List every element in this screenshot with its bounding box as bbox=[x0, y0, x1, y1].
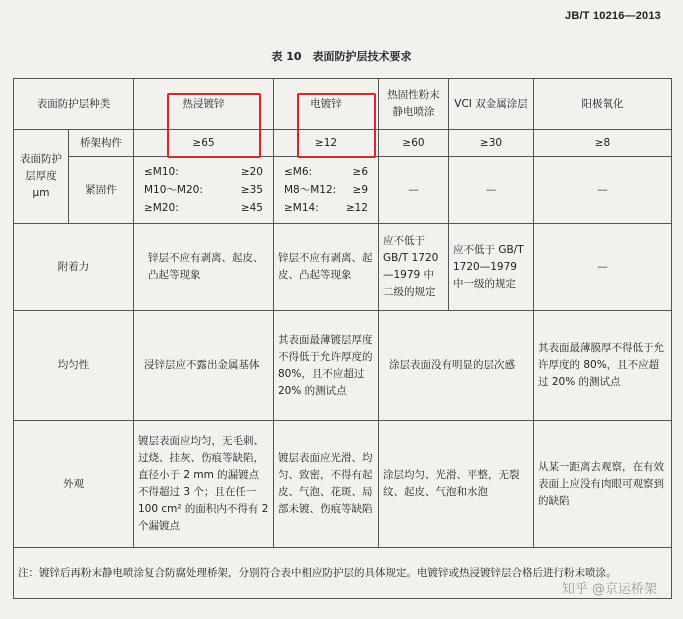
header-electro: 电镀锌 bbox=[274, 79, 379, 130]
fastener-value: ≥6 bbox=[352, 166, 368, 178]
adhesion-label: 附着力 bbox=[14, 224, 134, 311]
fastener-value: ≥45 bbox=[240, 202, 263, 214]
fastener-value: ≥20 bbox=[240, 166, 263, 178]
fastener-size: ≤M6: bbox=[284, 166, 313, 178]
fastener-size: ≥M20: bbox=[144, 202, 179, 214]
fastener-label: 紧固件 bbox=[69, 157, 134, 224]
fastener-value: ≥35 bbox=[240, 184, 263, 196]
header-vci: VCI 双金属涂层 bbox=[449, 79, 534, 130]
appearance-label: 外观 bbox=[14, 421, 134, 548]
thickness-group-label: 表面防护层厚度 μm bbox=[14, 130, 69, 224]
adhesion-powder: 应不低于 GB/T 1720—1979 中二级的规定 bbox=[379, 224, 449, 311]
table-row bbox=[14, 224, 672, 311]
table-row bbox=[14, 130, 672, 157]
header-type-label: 表面防护层种类 bbox=[14, 79, 134, 130]
bridge-vci: ≥30 bbox=[449, 130, 534, 157]
header-hot-dip: 热浸镀锌 bbox=[134, 79, 274, 130]
header-powder: 热固性粉末静电喷涂 bbox=[379, 79, 449, 130]
fastener-size: ≤M10: bbox=[144, 166, 179, 178]
fastener-value: ≥9 bbox=[352, 184, 368, 196]
adhesion-hot-dip: 锌层不应有剥离、起皮、凸起等现象 bbox=[134, 224, 274, 311]
fastener-powder: — bbox=[379, 157, 449, 224]
uniformity-hot-dip: 浸锌层应不露出金属基体 bbox=[134, 311, 274, 421]
spec-table bbox=[13, 78, 672, 599]
appearance-electro: 镀层表面应光滑、均匀、致密，不得有起皮、气泡、花斑、局部未镀、伤痕等缺陷 bbox=[274, 421, 379, 548]
appearance-powder-vci: 涂层均匀、光滑、平整，无裂纹、起皮、气泡和水泡 bbox=[379, 421, 534, 548]
fastener-anodic: — bbox=[534, 157, 672, 224]
adhesion-electro: 锌层不应有剥离、起皮、凸起等现象 bbox=[274, 224, 379, 311]
bridge-electro: ≥12 bbox=[274, 130, 379, 157]
watermark: 知乎 @京运桥架 bbox=[561, 582, 657, 597]
table-row bbox=[14, 311, 672, 421]
table-row bbox=[14, 421, 672, 548]
table-row bbox=[14, 157, 672, 224]
uniformity-label: 均匀性 bbox=[14, 311, 134, 421]
standard-code: JB/T 10216—2013 bbox=[565, 10, 661, 22]
table-note: 注：镀锌后再粉末静电喷涂复合防腐处理桥架，分别符合表中相应防护层的具体规定。电镀锌或热浸镀锌层合格后进行粉末喷涂。 bbox=[14, 548, 672, 599]
uniformity-electro: 其表面最薄镀层厚度不得低于允许厚度的 80%，且不应超过 20% 的测试点 bbox=[274, 311, 379, 421]
appearance-hot-dip: 镀层表面应均匀，无毛刺、过烧、挂灰、伤痕等缺陷，直径小于 2 mm 的漏镀点不得超过 3 个；且在任一 100 cm² 的面积内不得有 2 个漏镀点 bbox=[134, 421, 274, 548]
fastener-hot-dip bbox=[134, 157, 274, 224]
header-anodic: 阳极氧化 bbox=[534, 79, 672, 130]
fastener-size: ≥M14: bbox=[284, 202, 319, 214]
fastener-value: ≥12 bbox=[345, 202, 368, 214]
bridge-label: 桥架构件 bbox=[69, 130, 134, 157]
uniformity-anodic: 其表面最薄膜厚不得低于允许厚度的 80%，且不应超过 20% 的测试点 bbox=[534, 311, 672, 421]
adhesion-vci: 应不低于 GB/T 1720—1979 中一级的规定 bbox=[449, 224, 534, 311]
adhesion-anodic: — bbox=[534, 224, 672, 311]
bridge-powder: ≥60 bbox=[379, 130, 449, 157]
uniformity-powder-vci: 涂层表面没有明显的层次感 bbox=[379, 311, 534, 421]
header-row bbox=[14, 79, 672, 130]
table-title: 表 10 表面防护层技术要求 bbox=[271, 50, 412, 63]
bridge-anodic: ≥8 bbox=[534, 130, 672, 157]
fastener-size: M10～M20: bbox=[144, 184, 203, 196]
appearance-anodic: 从某一距离去观察，在有效表面上应没有肉眼可观察到的缺陷 bbox=[534, 421, 672, 548]
fastener-vci: — bbox=[449, 157, 534, 224]
fastener-electro bbox=[274, 157, 379, 224]
fastener-size: M8～M12: bbox=[284, 184, 337, 196]
bridge-hot-dip: ≥65 bbox=[134, 130, 274, 157]
